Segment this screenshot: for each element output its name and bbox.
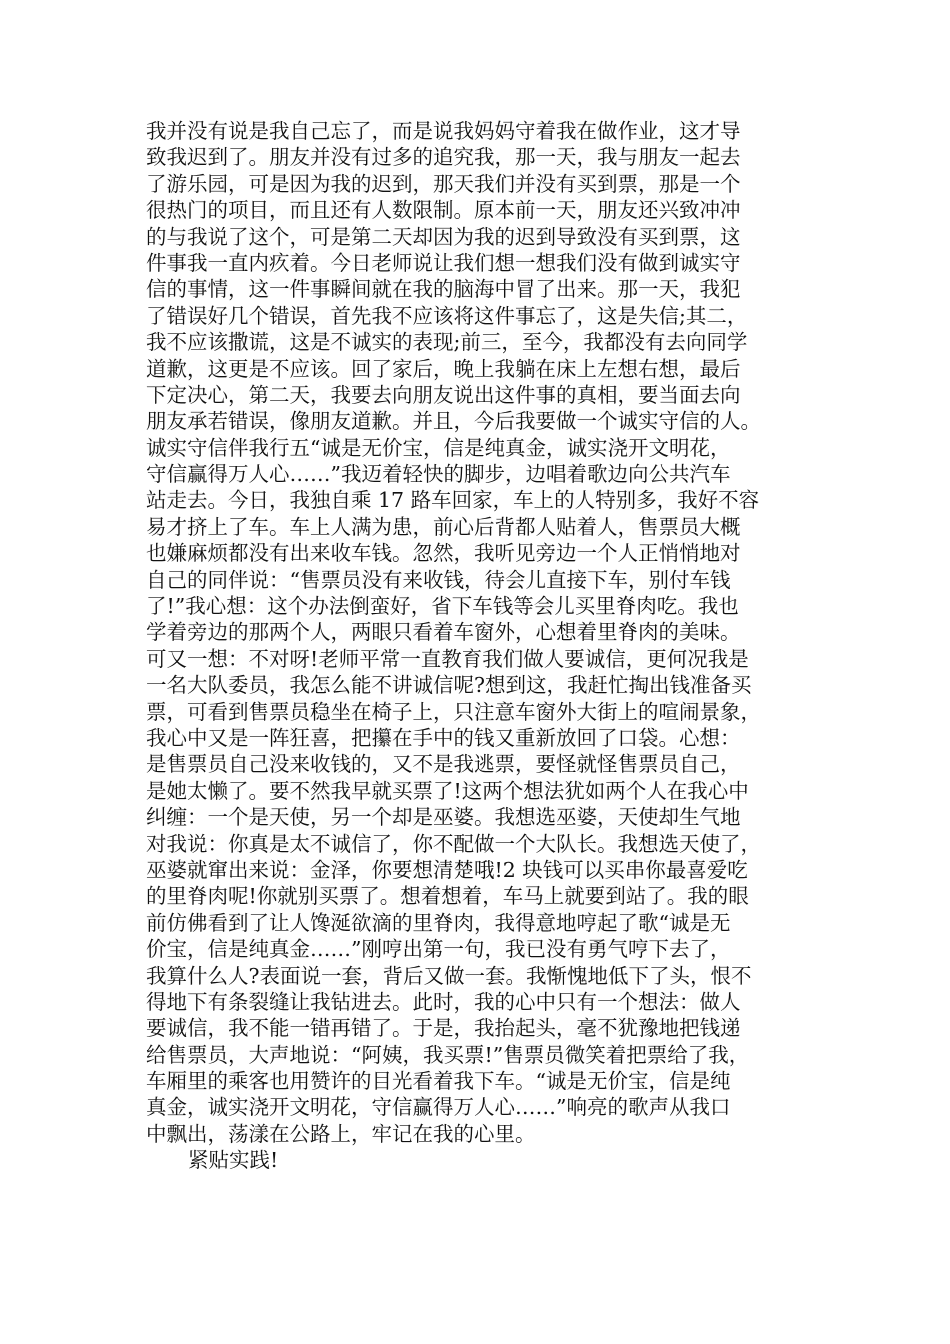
text-line: 纠缠：一个是天使，另一个却是巫婆。我想选巫婆，天使却生气地: [146, 805, 741, 830]
closing-line: 紧贴实践!: [188, 1148, 279, 1173]
text-line: 朋友承若错误，像朋友道歉。并且，今后我要做一个诚实守信的人。: [146, 409, 761, 434]
text-line: 件事我一直内疚着。今日老师说让我们想一想我们没有做到诚实守: [146, 250, 741, 275]
text-line: 价宝，信是纯真金……”刚哼出第一句，我已没有勇气哼下去了，: [146, 937, 731, 962]
text-line: 一名大队委员，我怎么能不讲诚信呢?想到这，我赶忙掏出钱准备买: [146, 673, 752, 698]
text-line: 可又一想：不对呀!老师平常一直教育我们做人要诚信，更何况我是: [146, 646, 749, 671]
text-line: 很热门的项目，而且还有人数限制。原本前一天，朋友还兴致冲冲: [146, 198, 741, 223]
text-line: 得地下有条裂缝让我钻进去。此时，我的心中只有一个想法：做人: [146, 989, 741, 1014]
text-line: 我不应该撒谎，这是不诚实的表现;前三，至今，我都没有去向同学: [146, 330, 748, 355]
text-line: 真金，诚实浇开文明花，守信赢得万人心……”响亮的歌声从我口: [146, 1095, 731, 1120]
text-line: 对我说：你真是太不诚信了，你不配做一个大队长。我想选天使了，: [146, 831, 761, 856]
text-line: 了错误好几个错误，首先我不应该将这件事忘了，这是失信;其二，: [146, 303, 748, 328]
text-line: 是售票员自己没来收钱的，又不是我逃票，要怪就怪售票员自己，: [146, 752, 741, 777]
text-line: 学着旁边的那两个人，两眼只看着车窗外，心想着里脊肉的美味。: [146, 620, 741, 645]
text-line: 道歉，这更是不应该。回了家后，晚上我躺在床上左想右想，最后: [146, 356, 741, 381]
essay-body: [146, 118, 826, 1174]
text-line: 了游乐园，可是因为我的迟到，那天我们并没有买到票，那是一个: [146, 171, 741, 196]
text-line: 是她太懒了。要不然我早就买票了!这两个想法犹如两个人在我心中: [146, 778, 749, 803]
text-line: 也嫌麻烦都没有出来收车钱。忽然，我听见旁边一个人正悄悄地对: [146, 541, 741, 566]
text-line: 易才挤上了车。车上人满为患，前心后背都人贴着人，售票员大概: [146, 514, 741, 539]
text-line: 站走去。今日，我独自乘 17 路车回家，车上的人特别多，我好不容: [146, 488, 760, 513]
text-line: 我并没有说是我自己忘了，而是说我妈妈守着我在做作业，这才导: [146, 119, 741, 143]
text-line: 巫婆就窜出来说：金泽，你要想清楚哦!2 块钱可以买串你最喜爱吃: [146, 857, 748, 882]
text-line: 了!”我心想：这个办法倒蛮好，省下车钱等会儿买里脊肉吃。我也: [146, 594, 739, 619]
text-line: 我心中又是一阵狂喜，把攥在手中的钱又重新放回了口袋。心想：: [146, 725, 741, 750]
text-line: 我算什么人?表面说一套，背后又做一套。我惭愧地低下了头，恨不: [146, 963, 752, 988]
text-line: 致我迟到了。朋友并没有过多的追究我，那一天，我与朋友一起去: [146, 145, 741, 170]
text-line: 中飘出，荡漾在公路上，牢记在我的心里。: [146, 1121, 536, 1146]
text-line: 下定决心，第二天，我要去向朋友说出这件事的真相，要当面去向: [146, 382, 741, 407]
text-line: 诚实守信伴我行五“诚是无价宝，信是纯真金，诚实浇开文明花，: [146, 435, 731, 460]
text-line: 守信赢得万人心……”我迈着轻快的脚步，边唱着歌边向公共汽车: [146, 462, 731, 487]
text-line: 车厢里的乘客也用赞许的目光看着我下车。“诚是无价宝，信是纯: [146, 1069, 731, 1094]
text-line: 信的事情，这一件事瞬间就在我的脑海中冒了出来。那一天，我犯: [146, 277, 741, 302]
text-line: 的里脊肉呢!你就别买票了。想着想着，车马上就要到站了。我的眼: [146, 884, 749, 909]
text-line: 前仿佛看到了让人馋涎欲滴的里脊肉，我得意地哼起了歌“诚是无: [146, 910, 731, 935]
text-line: 要诚信，我不能一错再错了。于是，我抬起头，毫不犹豫地把钱递: [146, 1016, 741, 1041]
text-line: 自己的同伴说：“售票员没有来收钱，待会儿直接下车，别付车钱: [146, 567, 731, 592]
text-line: 票，可看到售票员稳坐在椅子上，只注意车窗外大街上的喧闹景象，: [146, 699, 761, 724]
text-line: 给售票员，大声地说：“阿姨，我买票!”售票员微笑着把票给了我，: [146, 1042, 750, 1067]
text-line: 的与我说了这个，可是第二天却因为我的迟到导致没有买到票，这: [146, 224, 741, 249]
